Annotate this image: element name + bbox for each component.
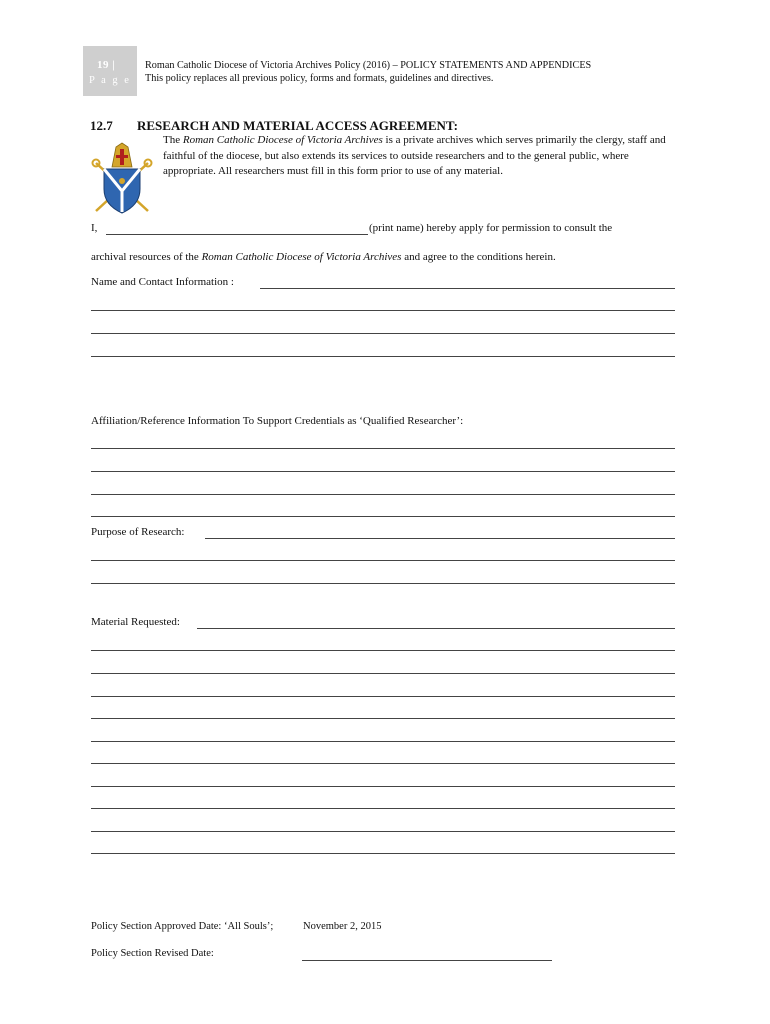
name-contact-field-line[interactable] [91,333,675,334]
material-field-line[interactable] [91,718,675,719]
material-field-line[interactable] [91,786,675,787]
affiliation-label: Affiliation/Reference Information To Support Credentials as ‘Qualified Researcher’: [91,415,464,427]
header-subtitle: This policy replaces all previous policy, forms and formats, guidelines and directives. [145,73,494,84]
revised-date-label: Policy Section Revised Date: [91,948,214,959]
material-field-line[interactable] [91,831,675,832]
approved-date-label: Policy Section Approved Date: ‘All Souls’; [91,921,274,932]
affiliation-field-line[interactable] [91,471,675,472]
name-contact-field-line[interactable] [91,356,675,357]
material-field-line[interactable] [91,673,675,674]
purpose-field-line[interactable] [91,583,675,584]
affiliation-field-line[interactable] [91,516,675,517]
section-number: 12.7 [90,118,113,133]
name-contact-label: Name and Contact Information : [91,276,234,288]
page-label: P a g e [89,75,131,86]
material-field[interactable] [197,628,675,629]
affiliation-field-line[interactable] [91,494,675,495]
revised-date-field[interactable] [302,960,552,961]
approved-date-value: November 2, 2015 [303,921,382,932]
material-label: Material Requested: [91,616,180,628]
print-name-field[interactable] [106,234,368,235]
intro-paragraph: The Roman Catholic Diocese of Victoria Archives is a private archives which serves primarily the clergy, staff and faithful of the diocese, but also extends its services to outside researchers and to the general public, where appropriate. All researchers must fill in this form prior to use of any material. [163,134,666,177]
diocese-crest-icon [90,141,154,215]
material-field-line[interactable] [91,696,675,697]
material-field-line[interactable] [91,808,675,809]
print-name-label: (print name) hereby apply for permission to consult the [369,222,613,234]
material-field-line[interactable] [91,853,675,854]
archival-statement: archival resources of the Roman Catholic Diocese of Victoria Archives and agree to the conditions herein. [91,251,556,263]
purpose-field[interactable] [205,538,675,539]
purpose-field-line[interactable] [91,560,675,561]
material-field-line[interactable] [91,763,675,764]
page-number: 19 | [97,59,116,71]
name-contact-field[interactable] [260,288,675,289]
page-number-box [83,46,137,96]
i-label: I, [91,222,98,234]
section-title: RESEARCH AND MATERIAL ACCESS AGREEMENT: [137,118,458,133]
purpose-label: Purpose of Research: [91,526,185,538]
header-title: Roman Catholic Diocese of Victoria Archives Policy (2016) – POLICY STATEMENTS AND APPENDICES [145,60,592,71]
material-field-line[interactable] [91,650,675,651]
material-field-line[interactable] [91,741,675,742]
name-contact-field-line[interactable] [91,310,675,311]
affiliation-field-line[interactable] [91,448,675,449]
intro-org-name: Roman Catholic Diocese of Victoria Archives [182,134,383,146]
